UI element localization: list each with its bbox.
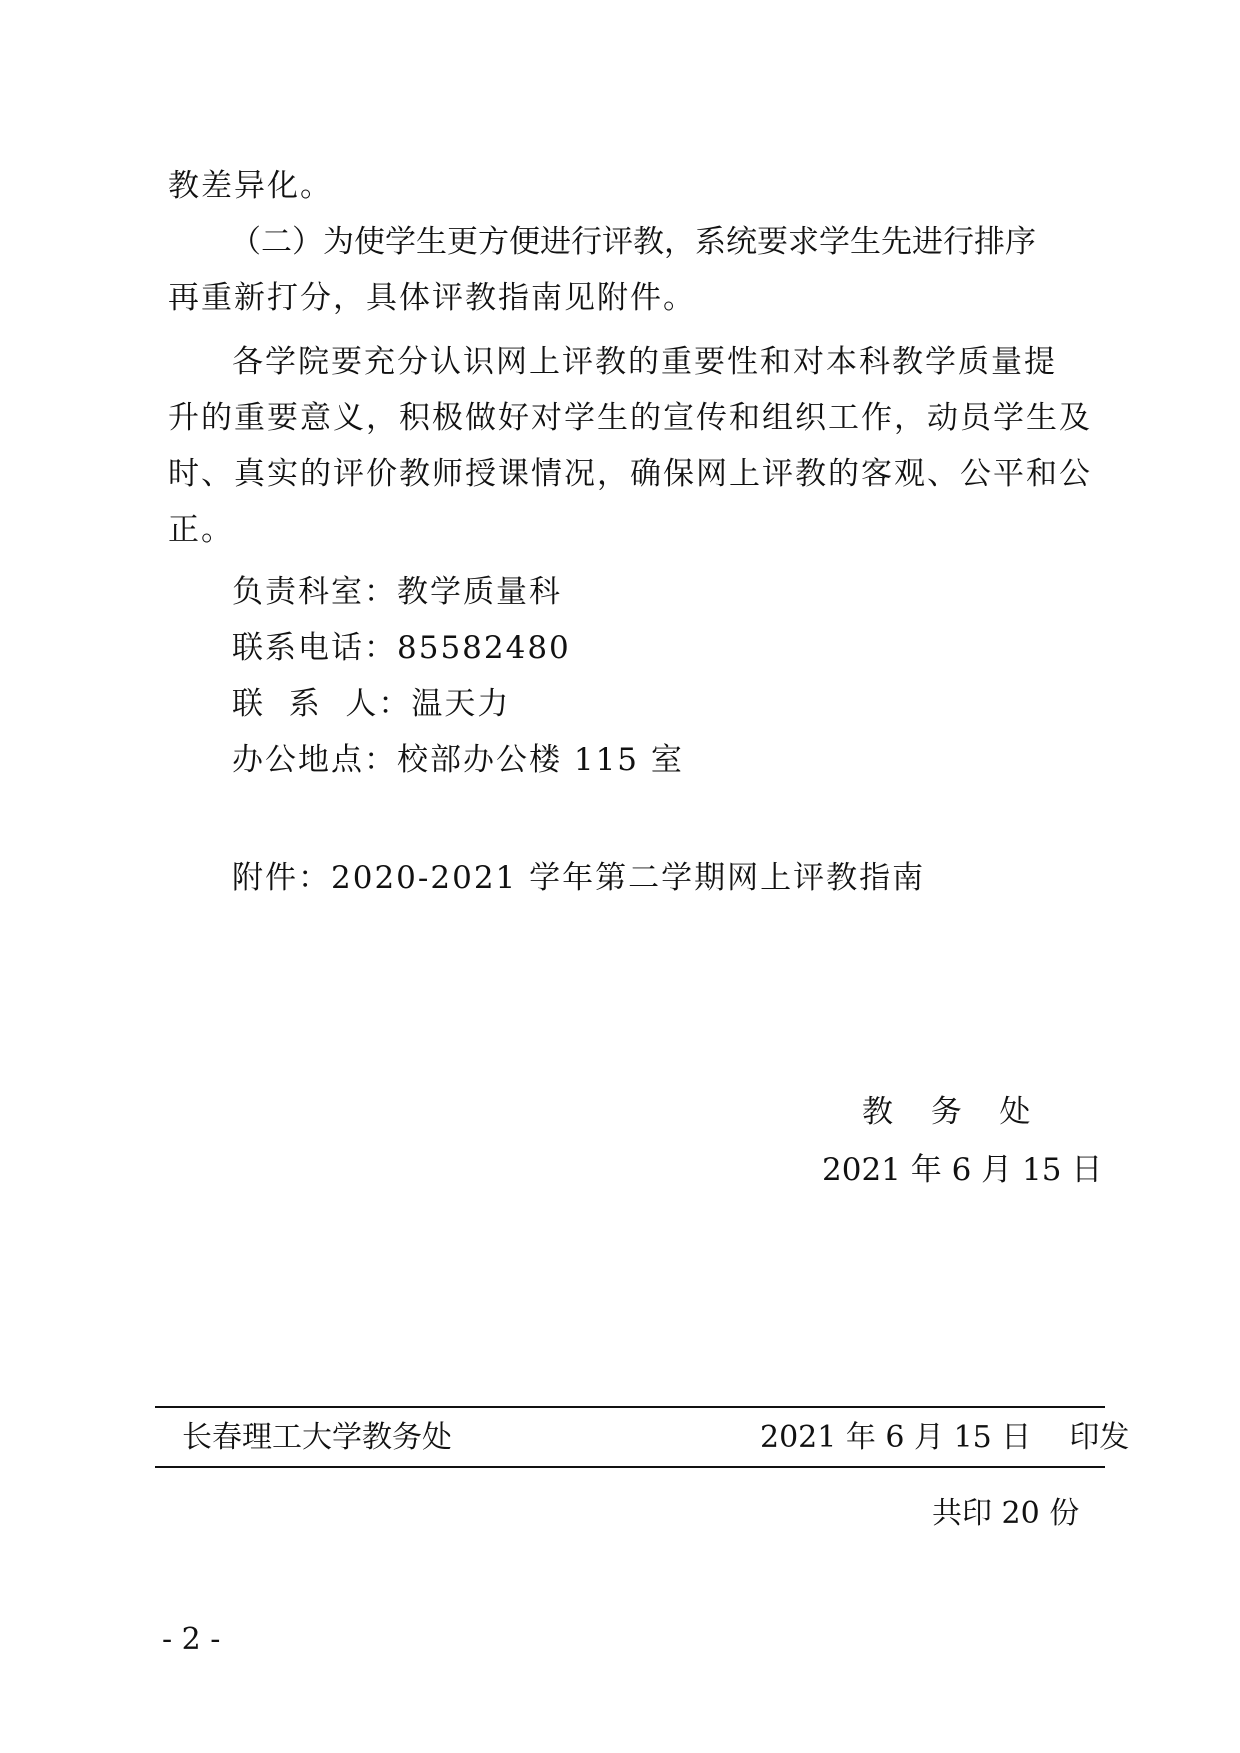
paragraph-line: 教差异化。 [168,168,333,204]
attachment-note: 附件：2020-2021 学年第二学期网上评教指南 [232,860,926,896]
contact-person: 联 系 人：温天力 [232,686,511,722]
signature-date: 2021 年 6 月 15 日 [822,1152,1103,1188]
paragraph-line [230,222,1080,262]
page-number: - 2 - [162,1622,221,1657]
paragraph-line: 时、真实的评价教师授课情况，确保网上评教的客观、公平和公 [168,456,1092,492]
contact-office: 办公地点：校部办公楼 115 室 [232,742,684,778]
paragraph-line: 正。 [168,512,234,548]
paragraph-line: 再重新打分，具体评教指南见附件。 [168,280,696,316]
contact-department: 负责科室：教学质量科 [232,574,562,610]
footer-organization: 长春理工大学教务处 [182,1420,452,1455]
contact-phone: 联系电话：85582480 [232,630,571,666]
footer-issue-date: 2021 年 6 月 15 日 印发 [760,1420,1130,1455]
paragraph-line: 各学院要充分认识网上评教的重要性和对本科教学质量提 [232,344,1057,380]
footer-copies: 共印 20 份 [932,1496,1080,1531]
line-text: （二）为使学生更方便进行评教，系统要求学生先进行排序 [230,224,1036,260]
paragraph-line: 升的重要意义，积极做好对学生的宣传和组织工作，动员学生及 [168,400,1092,436]
issuer-signature: 教 务 处 [862,1094,1037,1130]
footer-top-rule [155,1406,1105,1408]
footer-bottom-rule [155,1466,1105,1468]
